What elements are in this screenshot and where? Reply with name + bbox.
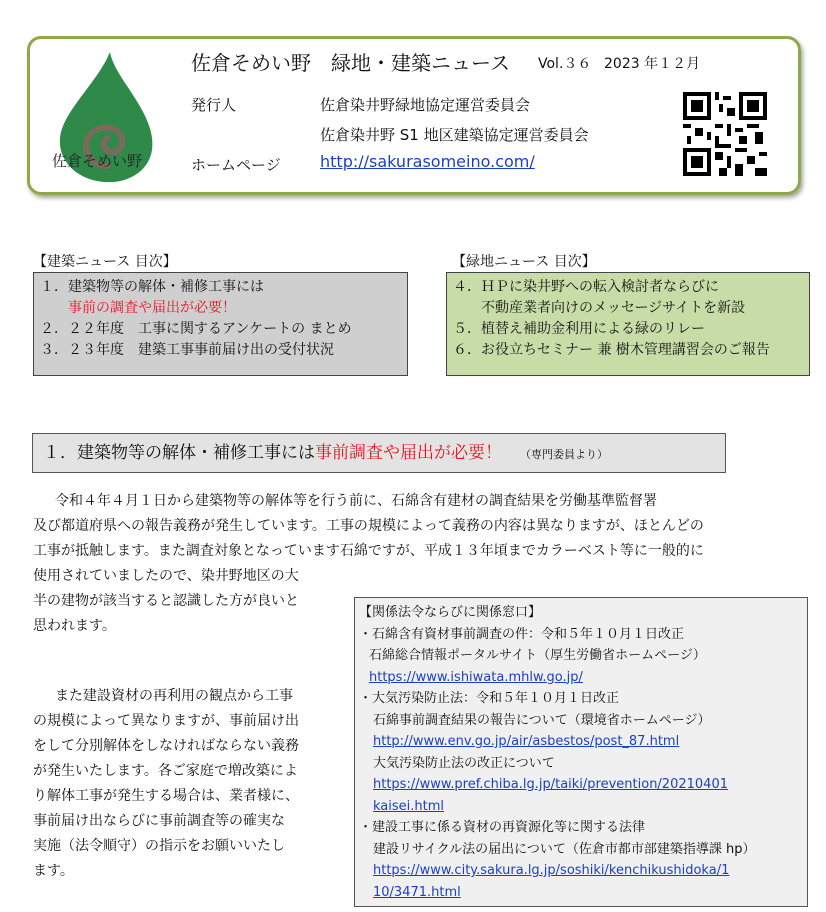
- section-1-title-note: （専門委員より）: [520, 448, 608, 461]
- toc-item-2[interactable]: ２．２２年度 工事に関するアンケートの まとめ: [40, 321, 352, 337]
- sakura-city-link-cont[interactable]: 10/3471.html: [373, 884, 461, 900]
- para-line: 令和４年４月１日から建築物等の解体等を行う前に、石綿含有建材の調査結果を労働基準監督署: [55, 493, 657, 509]
- law-item-recycling: ・建設工事に係る資材の再資源化等に関する法律: [359, 820, 646, 835]
- toc-item-1-red[interactable]: 事前の調査や届出が必要！: [68, 300, 236, 316]
- toc-item-4[interactable]: ４．ＨＰに染井野への転入検討者ならびに: [453, 279, 719, 295]
- para-line: り解体工事が発生する場合は、業者様に、: [33, 788, 299, 804]
- toc-building-box: [33, 272, 408, 376]
- newsletter-title: 佐倉そめい野 緑地・建築ニュース: [191, 51, 510, 75]
- para-line: 実施（法令順守）の指示をお願いいたし: [33, 838, 285, 854]
- qr-code[interactable]: [683, 92, 767, 176]
- publisher-1: 佐倉染井野緑地協定運営委員会: [320, 96, 531, 114]
- section-1-title-red: 事前調査や届出が必要！: [315, 443, 502, 463]
- homepage-label: ホームページ: [191, 156, 281, 174]
- publisher-2: 佐倉染井野 S1 地区建築協定運営委員会: [320, 126, 589, 144]
- para-line: 半の建物が該当すると認識した方が良いと: [33, 593, 299, 609]
- related-laws-box: [354, 597, 808, 907]
- toc-green-title: 【緑地ニュース 目次】: [452, 254, 596, 270]
- toc-item-1[interactable]: １．建築物等の解体・補修工事には: [40, 279, 264, 295]
- toc-item-6[interactable]: ６．お役立ちセミナー 兼 樹木管理講習会のご報告: [453, 342, 770, 358]
- para-line: をして分別解体をしなければならない義務: [33, 738, 299, 754]
- para-line: が発生いたします。各ご家庭で増改築によ: [33, 763, 298, 779]
- para-line: 工事が抵触します。また調査対象となっています石綿ですが、平成１３年頃までカラーベスト等に一般的に: [33, 543, 704, 559]
- law-item-asbestos: ・石綿含有資材事前調査の件：令和５年１０月１日改正: [359, 626, 685, 642]
- chiba-link[interactable]: https://www.pref.chiba.lg.jp/taiki/prevention/20210401: [373, 777, 728, 792]
- toc-item-4-cont[interactable]: 不動産業者向けのメッセージサイトを新設: [481, 300, 746, 316]
- homepage-link-wrap: [320, 152, 535, 171]
- issue-date: 2023 年１２月: [604, 56, 701, 72]
- toc-item-3[interactable]: ３．２３年度 建築工事事前届け出の受付状況: [40, 342, 334, 358]
- para-line: の規模によって異なりますが、事前届け出: [33, 713, 299, 729]
- toc-item-5[interactable]: ５．植替え補助金利用による緑のリレー: [453, 321, 705, 337]
- volume-number: Vol.３６: [538, 56, 592, 72]
- para-line: また建設資材の再利用の観点から工事: [55, 688, 293, 704]
- para-line: 思われます。: [33, 618, 116, 634]
- section-1-title-prefix: １．建築物等の解体・補修工事には: [43, 443, 315, 463]
- para-line: 事前届け出ならびに事前調査等の確実な: [33, 813, 285, 829]
- law-line: 石綿事前調査結果の報告について（環境省ホームページ）: [373, 712, 711, 728]
- law-line: 石綿総合情報ポータルサイト（厚生労働省ホームページ）: [369, 648, 706, 663]
- homepage-link[interactable]: http://sakurasomeino.com/: [320, 152, 535, 171]
- para-line: 及び都道府県への報告義務が発生しています。工事の規模によって義務の内容は異なりますが、ほとんどの: [33, 518, 704, 534]
- chiba-link-cont[interactable]: kaisei.html: [373, 798, 445, 814]
- law-box-title: 【関係法令ならびに関係窓口】: [359, 605, 542, 620]
- law-line: 大気汚染防止法の改正について: [373, 755, 555, 771]
- ishiwata-link[interactable]: https://www.ishiwata.mhlw.go.jp/: [369, 669, 583, 685]
- toc-green-box: [446, 272, 810, 376]
- publisher-label: 発行人: [191, 96, 237, 114]
- section-1-title: [32, 433, 726, 473]
- sakura-city-link[interactable]: https://www.city.sakura.lg.jp/soshiki/kenchikushidoka/1: [373, 863, 730, 878]
- env-link[interactable]: http://www.env.go.jp/air/asbestos/post_87.html: [373, 734, 680, 749]
- logo-text: 佐倉そめい野: [52, 152, 143, 170]
- section-1-paragraph-2: [33, 684, 299, 884]
- toc-building-title: 【建築ニュース 目次】: [33, 254, 177, 270]
- law-item-air-pollution: ・大気汚染防止法：令和５年１０月１日改正: [359, 691, 620, 706]
- law-line: 建設リサイクル法の届出について（佐倉市都市部建築指導課 hp）: [373, 841, 756, 857]
- para-line: ます。: [33, 863, 74, 879]
- para-line: 使用されていましたので、染井野地区の大: [33, 568, 299, 584]
